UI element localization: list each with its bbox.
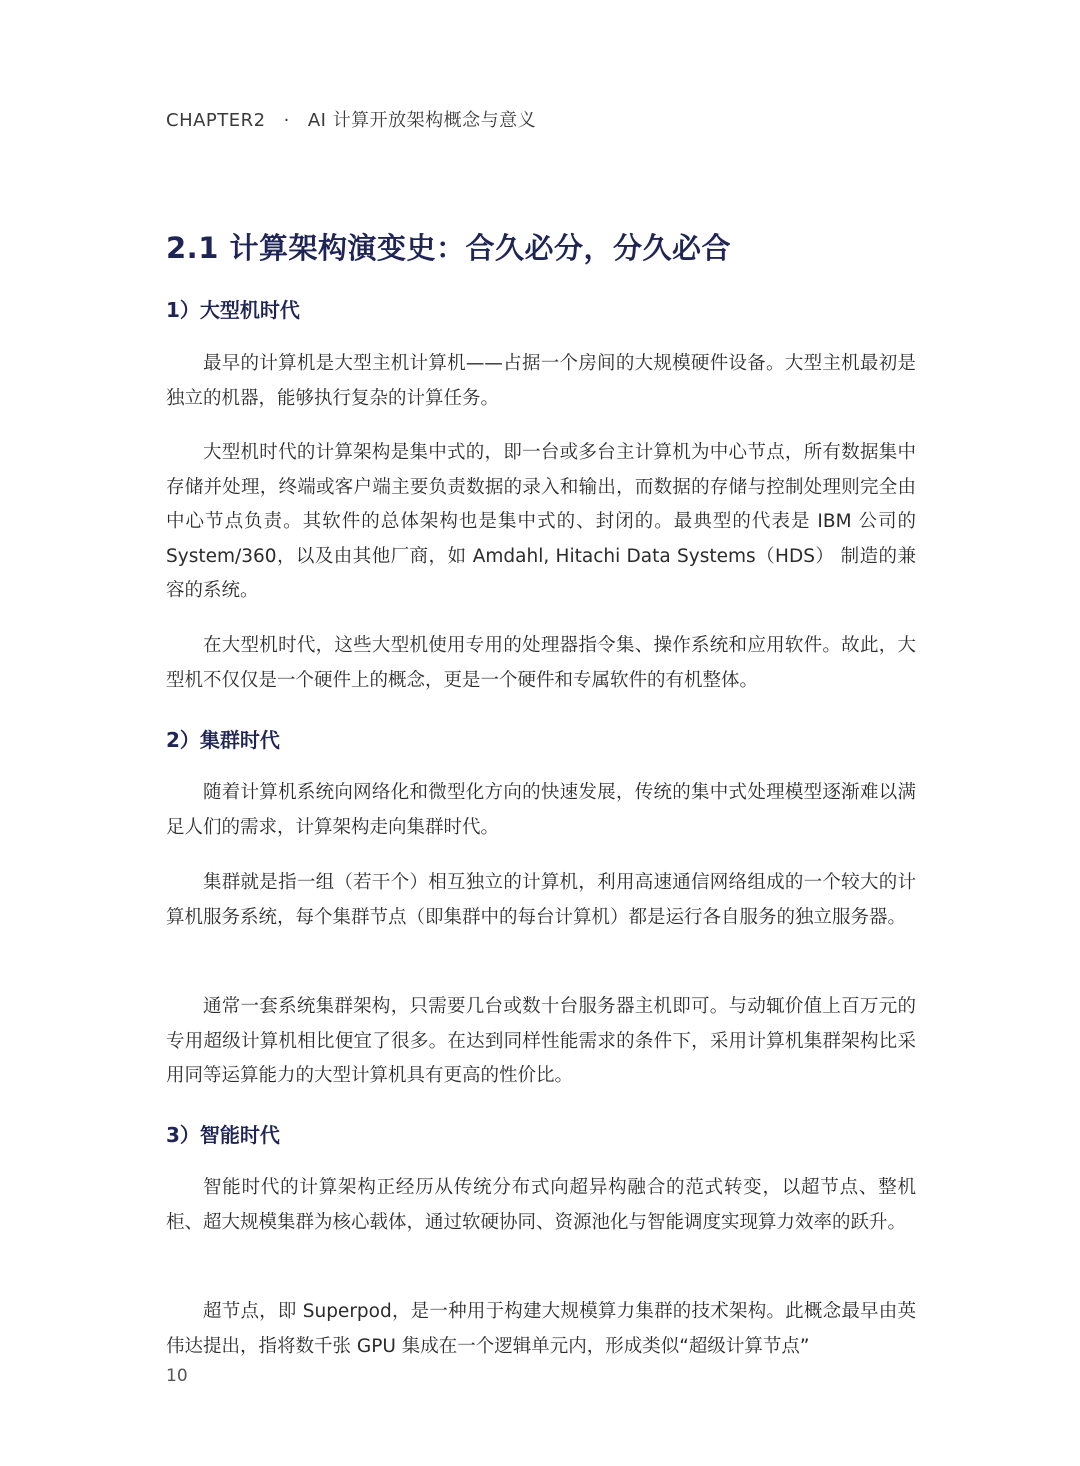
subsection-heading-intelligent: 3）智能时代: [166, 1123, 280, 1147]
chapter-label: CHAPTER2: [166, 110, 266, 131]
page-number: 10: [166, 1366, 188, 1386]
subsection-heading-mainframe: 1）大型机时代: [166, 298, 300, 322]
section-title: 2.1 计算架构演变史：合久必分，分久必合: [166, 231, 731, 265]
paragraph: 集群就是指一组（若干个）相互独立的计算机，利用高速通信网络组成的一个较大的计算机服务系统，每个集群节点（即集群中的每台计算机）都是运行各自服务的独立服务器。: [166, 872, 916, 928]
paragraph: 超节点，即 Superpod，是一种用于构建大规模算力集群的技术架构。此概念最早由英伟达提出，指将数千张 GPU 集成在一个逻辑单元内，形成类似“超级计算节点”: [166, 1301, 916, 1357]
header-separator: ·: [283, 110, 290, 131]
paragraph: 智能时代的计算架构正经历从传统分布式向超异构融合的范式转变，以超节点、整机柜、超大规模集群为核心载体，通过软硬协同、资源池化与智能调度实现算力效率的跃升。: [166, 1177, 916, 1233]
paragraph: 在大型机时代，这些大型机使用专用的处理器指令集、操作系统和应用软件。故此，大型机不仅仅是一个硬件上的概念，更是一个硬件和专属软件的有机整体。: [166, 635, 916, 691]
subsection-heading-cluster: 2）集群时代: [166, 728, 280, 752]
paragraph: 通常一套系统集群架构，只需要几台或数十台服务器主机即可。与动辄价值上百万元的专用超级计算机相比便宜了很多。在达到同样性能需求的条件下，采用计算机集群架构比采用同等运算能力的大型计算机具有更高的性价比。: [166, 996, 916, 1086]
chapter-header: [166, 106, 536, 132]
paragraph: 最早的计算机是大型主机计算机——占据一个房间的大规模硬件设备。大型主机最初是独立的机器，能够执行复杂的计算任务。: [166, 353, 916, 409]
chapter-title: AI 计算开放架构概念与意义: [307, 110, 537, 131]
paragraph: 随着计算机系统向网络化和微型化方向的快速发展，传统的集中式处理模型逐渐难以满足人们的需求，计算架构走向集群时代。: [166, 782, 916, 838]
paragraph: 大型机时代的计算架构是集中式的，即一台或多台主计算机为中心节点，所有数据集中存储并处理，终端或客户端主要负责数据的录入和输出，而数据的存储与控制处理则完全由中心节点负责。其软件的总体架构也是集中式的、封闭的。最典型的代表是 IBM 公司的 System/360，以及由其他厂商，如 Amdahl, Hitachi Data Systems（HDS） 制造的兼容的系统。: [166, 442, 916, 601]
